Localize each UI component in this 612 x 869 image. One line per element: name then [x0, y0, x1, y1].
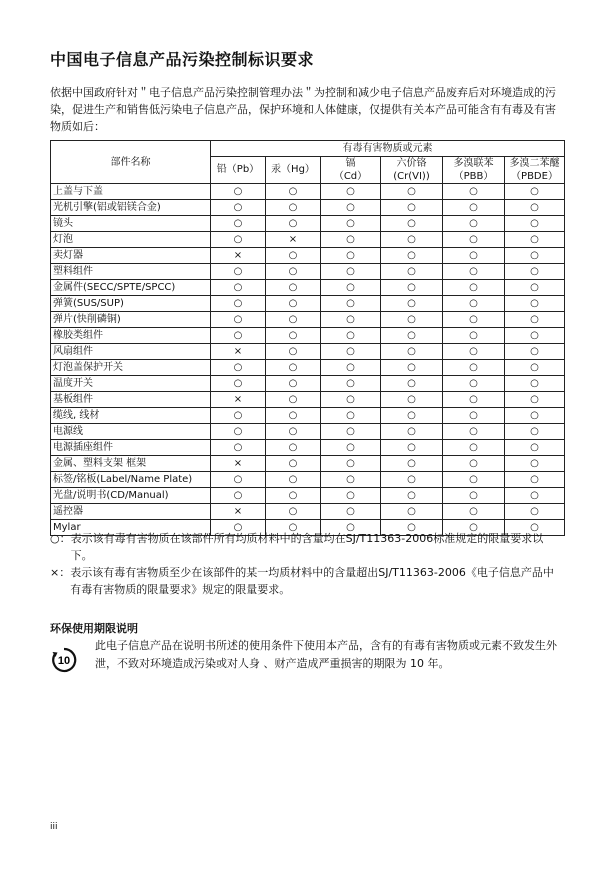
- column-header-line2: （PBB）: [453, 171, 494, 182]
- substance-mark-cell: ○: [381, 280, 443, 296]
- part-name-cell: 金属、塑料支架 框架: [51, 456, 211, 472]
- substance-mark-cell: ○: [381, 184, 443, 200]
- column-header-line2: 铅（Pb）: [216, 164, 260, 175]
- substance-mark-cell: ○: [211, 328, 266, 344]
- eco-period-text: 此电子信息产品在说明书所述的使用条件下使用本产品，含有的有毒有害物质或元素不致发生外泄，不致对环境造成污染或对人身 、财产造成严重损害的期限为 10 年。: [95, 639, 557, 670]
- substance-mark-cell: ○: [266, 344, 321, 360]
- substance-mark-cell: ○: [211, 360, 266, 376]
- substance-mark-cell: ○: [321, 408, 381, 424]
- column-header-line2: （PBDE）: [511, 171, 558, 182]
- substance-mark-cell: ○: [443, 360, 505, 376]
- substance-mark-cell: ○: [211, 520, 266, 536]
- column-header-line1: 多溴二苯醚: [509, 158, 560, 169]
- column-header-line2: 汞（Hg）: [271, 164, 315, 175]
- substance-mark-cell: ○: [211, 216, 266, 232]
- substance-mark-cell: ○: [381, 216, 443, 232]
- substance-mark-cell: ○: [381, 440, 443, 456]
- substance-mark-cell: ○: [266, 440, 321, 456]
- table-row: [51, 360, 565, 376]
- substance-mark-cell: ○: [321, 520, 381, 536]
- table-row: [51, 456, 565, 472]
- substance-mark-cell: ○: [505, 312, 565, 328]
- substance-mark-cell: ○: [266, 456, 321, 472]
- table-row: [51, 216, 565, 232]
- part-name-cell: 温度开关: [51, 376, 211, 392]
- table-row: [51, 280, 565, 296]
- column-header-line1: 多溴联苯: [453, 158, 494, 169]
- part-name-cell: 上盖与下盖: [51, 184, 211, 200]
- substance-mark-cell: ○: [505, 440, 565, 456]
- part-name-cell: 缆线, 线材: [51, 408, 211, 424]
- part-name-cell: 卖灯器: [51, 248, 211, 264]
- part-name-cell: 弹簧(SUS/SUP): [51, 296, 211, 312]
- substance-mark-cell: ○: [321, 328, 381, 344]
- substance-mark-cell: ○: [266, 296, 321, 312]
- substance-mark-cell: ○: [505, 488, 565, 504]
- substance-mark-cell: ○: [381, 520, 443, 536]
- substance-mark-cell: ○: [211, 184, 266, 200]
- substance-mark-cell: ○: [211, 408, 266, 424]
- table-row: [51, 504, 565, 520]
- part-name-cell: 标签/铭板(Label/Name Plate): [51, 472, 211, 488]
- substance-mark-cell: ○: [443, 280, 505, 296]
- part-name-cell: 弹片(快削磷铜): [51, 312, 211, 328]
- substance-mark-cell: ○: [321, 200, 381, 216]
- part-name-cell: Mylar: [51, 520, 211, 536]
- part-name-cell: 电源线: [51, 424, 211, 440]
- substance-mark-cell: ○: [381, 360, 443, 376]
- substance-mark-cell: ○: [443, 440, 505, 456]
- part-name-cell: 光盘/说明书(CD/Manual): [51, 488, 211, 504]
- substance-mark-cell: ○: [505, 520, 565, 536]
- substance-mark-cell: ○: [321, 376, 381, 392]
- substance-mark-cell: ○: [211, 264, 266, 280]
- substance-mark-cell: ○: [505, 184, 565, 200]
- substance-mark-cell: ○: [381, 408, 443, 424]
- cross-symbol: ×：: [50, 566, 71, 579]
- substance-mark-cell: ○: [266, 392, 321, 408]
- table-row: [51, 200, 565, 216]
- substance-column-header: [505, 157, 565, 184]
- intro-paragraph: 依据中国政府针对＂电子信息产品污染控制管理办法＂为控制和减少电子信息产品废弃后对环境造成的污染，促进生产和销售低污染电子信息产品，保护环境和人体健康，仅提供有关本产品可能含有有毒及有害物质如后：: [50, 86, 556, 133]
- substance-mark-cell: ○: [443, 504, 505, 520]
- substance-mark-cell: ○: [266, 472, 321, 488]
- substance-mark-cell: ○: [321, 296, 381, 312]
- cross-note: 表示该有毒有害物质至少在该部件的某一均质材料中的含量超出SJ/T11363-2006《电子信息产品中有毒有害物质的限量要求》规定的限量要求。: [70, 566, 554, 596]
- table-row: [51, 264, 565, 280]
- substance-group-header: 有毒有害物质或元素: [211, 141, 565, 157]
- substance-mark-cell: ○: [505, 264, 565, 280]
- table-row: [51, 424, 565, 440]
- substance-mark-cell: ○: [505, 376, 565, 392]
- substance-mark-cell: ○: [321, 424, 381, 440]
- table-row: [51, 488, 565, 504]
- substance-mark-cell: ○: [443, 344, 505, 360]
- substance-mark-cell: ○: [211, 232, 266, 248]
- substance-column-header: [381, 157, 443, 184]
- circle-note: 表示该有毒有害物质在该部件所有均质材料中的含量均在SJ/T11363-2006标准规定的限量要求以下。: [70, 532, 544, 562]
- part-name-cell: 塑料组件: [51, 264, 211, 280]
- substance-mark-cell: ×: [211, 344, 266, 360]
- substance-mark-cell: ○: [211, 440, 266, 456]
- substance-mark-cell: ○: [266, 408, 321, 424]
- column-header-line2: （Cd）: [333, 171, 368, 182]
- substance-mark-cell: ○: [266, 280, 321, 296]
- table-row: [51, 472, 565, 488]
- substance-mark-cell: ○: [443, 296, 505, 312]
- substance-mark-cell: ○: [211, 312, 266, 328]
- eco-logo-number: 10: [57, 655, 71, 667]
- page-title: 中国电子信息产品污染控制标识要求: [50, 50, 315, 69]
- column-header-line1: 六价铬: [396, 158, 427, 169]
- substance-mark-cell: ○: [505, 504, 565, 520]
- substance-mark-cell: ○: [381, 504, 443, 520]
- substance-mark-cell: ○: [443, 392, 505, 408]
- substance-column-header: [443, 157, 505, 184]
- substance-mark-cell: ○: [321, 344, 381, 360]
- substance-mark-cell: ○: [321, 216, 381, 232]
- substance-mark-cell: ○: [505, 424, 565, 440]
- part-name-cell: 灯泡盖保护开关: [51, 360, 211, 376]
- substance-mark-cell: ×: [211, 392, 266, 408]
- table-row: [51, 312, 565, 328]
- substance-mark-cell: ○: [266, 184, 321, 200]
- table-row: [51, 392, 565, 408]
- substance-mark-cell: ○: [443, 456, 505, 472]
- substance-mark-cell: ○: [443, 264, 505, 280]
- substance-mark-cell: ○: [505, 408, 565, 424]
- substance-mark-cell: ○: [505, 456, 565, 472]
- substance-mark-cell: ○: [266, 376, 321, 392]
- table-row: [51, 376, 565, 392]
- table-row: [51, 408, 565, 424]
- substance-mark-cell: ○: [381, 472, 443, 488]
- part-name-cell: 基板组件: [51, 392, 211, 408]
- substance-mark-cell: ×: [211, 504, 266, 520]
- substance-mark-cell: ○: [321, 440, 381, 456]
- substance-mark-cell: ○: [321, 312, 381, 328]
- substance-mark-cell: ○: [443, 312, 505, 328]
- substance-mark-cell: ○: [266, 312, 321, 328]
- part-name-cell: 镜头: [51, 216, 211, 232]
- substance-mark-cell: ○: [381, 296, 443, 312]
- substance-mark-cell: ○: [381, 392, 443, 408]
- table-row: [51, 440, 565, 456]
- substance-mark-cell: ○: [505, 296, 565, 312]
- substance-mark-cell: ○: [381, 312, 443, 328]
- substance-mark-cell: ○: [443, 232, 505, 248]
- substance-mark-cell: ○: [321, 360, 381, 376]
- substance-mark-cell: ○: [381, 200, 443, 216]
- substance-mark-cell: ○: [443, 328, 505, 344]
- column-header-line1: 镉: [345, 158, 356, 169]
- substance-mark-cell: ○: [321, 392, 381, 408]
- substance-mark-cell: ×: [211, 248, 266, 264]
- substance-mark-cell: ○: [211, 200, 266, 216]
- substance-mark-cell: ○: [443, 216, 505, 232]
- substance-mark-cell: ○: [321, 232, 381, 248]
- legend-notes: [50, 530, 564, 598]
- substance-mark-cell: ○: [505, 344, 565, 360]
- substance-mark-cell: ○: [266, 200, 321, 216]
- substance-mark-cell: ○: [266, 216, 321, 232]
- substance-mark-cell: ○: [443, 488, 505, 504]
- table-row: [51, 296, 565, 312]
- substance-mark-cell: ○: [266, 328, 321, 344]
- substance-mark-cell: ×: [266, 232, 321, 248]
- substance-column-header: [321, 157, 381, 184]
- part-name-cell: 风扇组件: [51, 344, 211, 360]
- substance-mark-cell: ○: [443, 408, 505, 424]
- substance-mark-cell: ○: [266, 360, 321, 376]
- substance-mark-cell: ○: [321, 264, 381, 280]
- hazardous-substance-table: [50, 140, 565, 536]
- part-name-cell: 光机引擎(铝或铝镁合金): [51, 200, 211, 216]
- table-row: [51, 344, 565, 360]
- substance-mark-cell: ○: [266, 520, 321, 536]
- substance-mark-cell: ○: [505, 328, 565, 344]
- substance-mark-cell: ○: [443, 424, 505, 440]
- page-number: iii: [50, 822, 58, 832]
- circle-symbol: ○：: [50, 532, 71, 545]
- substance-mark-cell: ○: [381, 376, 443, 392]
- substance-mark-cell: ○: [266, 488, 321, 504]
- substance-mark-cell: ○: [211, 280, 266, 296]
- substance-mark-cell: ○: [211, 376, 266, 392]
- substance-mark-cell: ○: [443, 472, 505, 488]
- substance-mark-cell: ○: [211, 296, 266, 312]
- substance-column-header: [266, 157, 321, 184]
- substance-mark-cell: ○: [443, 184, 505, 200]
- substance-mark-cell: ○: [505, 360, 565, 376]
- part-name-cell: 电源插座组件: [51, 440, 211, 456]
- substance-mark-cell: ○: [266, 504, 321, 520]
- part-name-cell: 灯泡: [51, 232, 211, 248]
- substance-column-header: [211, 157, 266, 184]
- substance-mark-cell: ○: [381, 456, 443, 472]
- part-name-cell: 金属件(SECC/SPTE/SPCC): [51, 280, 211, 296]
- substance-mark-cell: ○: [321, 456, 381, 472]
- substance-mark-cell: ○: [381, 328, 443, 344]
- substance-mark-cell: ○: [321, 280, 381, 296]
- eco-period-title: 环保使用期限说明: [50, 622, 138, 635]
- substance-mark-cell: ○: [381, 488, 443, 504]
- table-row: [51, 184, 565, 200]
- substance-mark-cell: ○: [381, 264, 443, 280]
- substance-mark-cell: ○: [321, 184, 381, 200]
- substance-mark-cell: ○: [211, 472, 266, 488]
- substance-mark-cell: ○: [443, 520, 505, 536]
- substance-mark-cell: ○: [321, 472, 381, 488]
- substance-mark-cell: ○: [266, 248, 321, 264]
- part-name-cell: 橡胶类组件: [51, 328, 211, 344]
- substance-mark-cell: ○: [321, 248, 381, 264]
- substance-mark-cell: ○: [381, 344, 443, 360]
- substance-mark-cell: ○: [211, 488, 266, 504]
- substance-mark-cell: ○: [505, 232, 565, 248]
- substance-mark-cell: ○: [505, 392, 565, 408]
- substance-mark-cell: ○: [381, 424, 443, 440]
- substance-mark-cell: ○: [443, 376, 505, 392]
- substance-mark-cell: ○: [266, 264, 321, 280]
- substance-mark-cell: ○: [321, 504, 381, 520]
- table-row: [51, 248, 565, 264]
- substance-mark-cell: ○: [443, 248, 505, 264]
- substance-mark-cell: ○: [505, 200, 565, 216]
- environment-friendly-period-logo-icon: [51, 647, 77, 673]
- table-row: [51, 232, 565, 248]
- substance-mark-cell: ×: [211, 456, 266, 472]
- substance-mark-cell: ○: [505, 280, 565, 296]
- substance-mark-cell: ○: [381, 248, 443, 264]
- substance-mark-cell: ○: [266, 424, 321, 440]
- column-header-line2: (Cr(VI)): [393, 171, 430, 182]
- substance-mark-cell: ○: [321, 488, 381, 504]
- substance-mark-cell: ○: [505, 248, 565, 264]
- substance-mark-cell: ○: [505, 216, 565, 232]
- substance-mark-cell: ○: [505, 472, 565, 488]
- substance-mark-cell: ○: [211, 424, 266, 440]
- substance-mark-cell: ○: [443, 200, 505, 216]
- table-row: [51, 328, 565, 344]
- substance-mark-cell: ○: [381, 232, 443, 248]
- part-name-cell: 遥控器: [51, 504, 211, 520]
- part-name-header: 部件名称: [51, 141, 211, 184]
